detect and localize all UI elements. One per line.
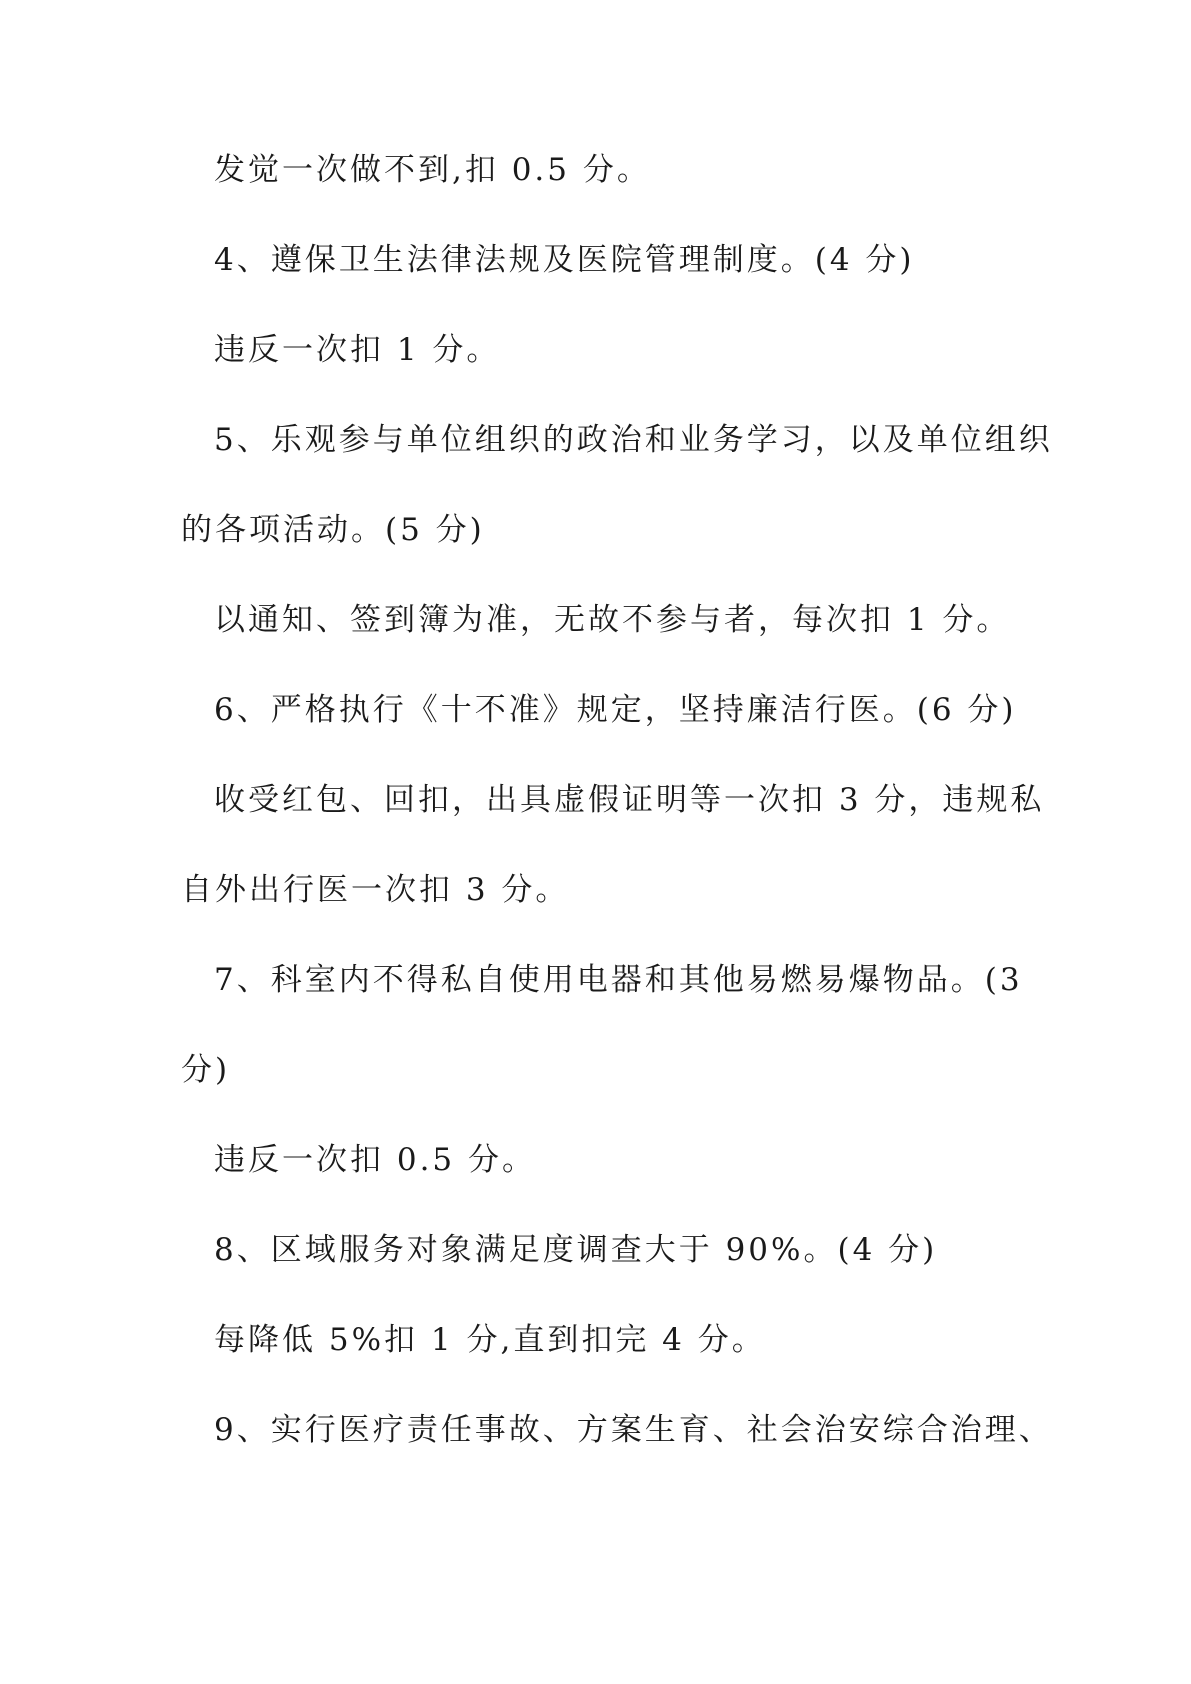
text-line: 8、区域服务对象满足度调查大于 90%。(4 分): [214, 1232, 938, 1268]
text-line: 违反一次扣 1 分。: [214, 332, 501, 368]
text-line: 发觉一次做不到,扣 0.5 分。: [214, 152, 651, 188]
text-line: 自外出行医一次扣 3 分。: [181, 872, 570, 908]
text-line: 5、乐观参与单位组织的政治和业务学习，以及单位组织: [214, 422, 1053, 458]
text-line: 违反一次扣 0.5 分。: [214, 1142, 537, 1178]
text-line: 以通知、签到簿为准，无故不参与者，每次扣 1 分。: [214, 602, 1011, 638]
text-line: 收受红包、回扣，出具虚假证明等一次扣 3 分，违规私: [214, 782, 1045, 818]
text-line: 分): [181, 1052, 231, 1088]
text-line: 6、严格执行《十不准》规定，坚持廉洁行医。(6 分): [214, 692, 1017, 728]
text-line: 的各项活动。(5 分): [181, 512, 485, 548]
text-line: 9、实行医疗责任事故、方案生育、社会治安综合治理、: [214, 1412, 1053, 1448]
text-line: 每降低 5%扣 1 分,直到扣完 4 分。: [214, 1322, 766, 1358]
text-line: 7、科室内不得私自使用电器和其他易燃易爆物品。(3: [214, 962, 1023, 998]
text-line: 4、遵保卫生法律法规及医院管理制度。(4 分): [214, 242, 915, 278]
